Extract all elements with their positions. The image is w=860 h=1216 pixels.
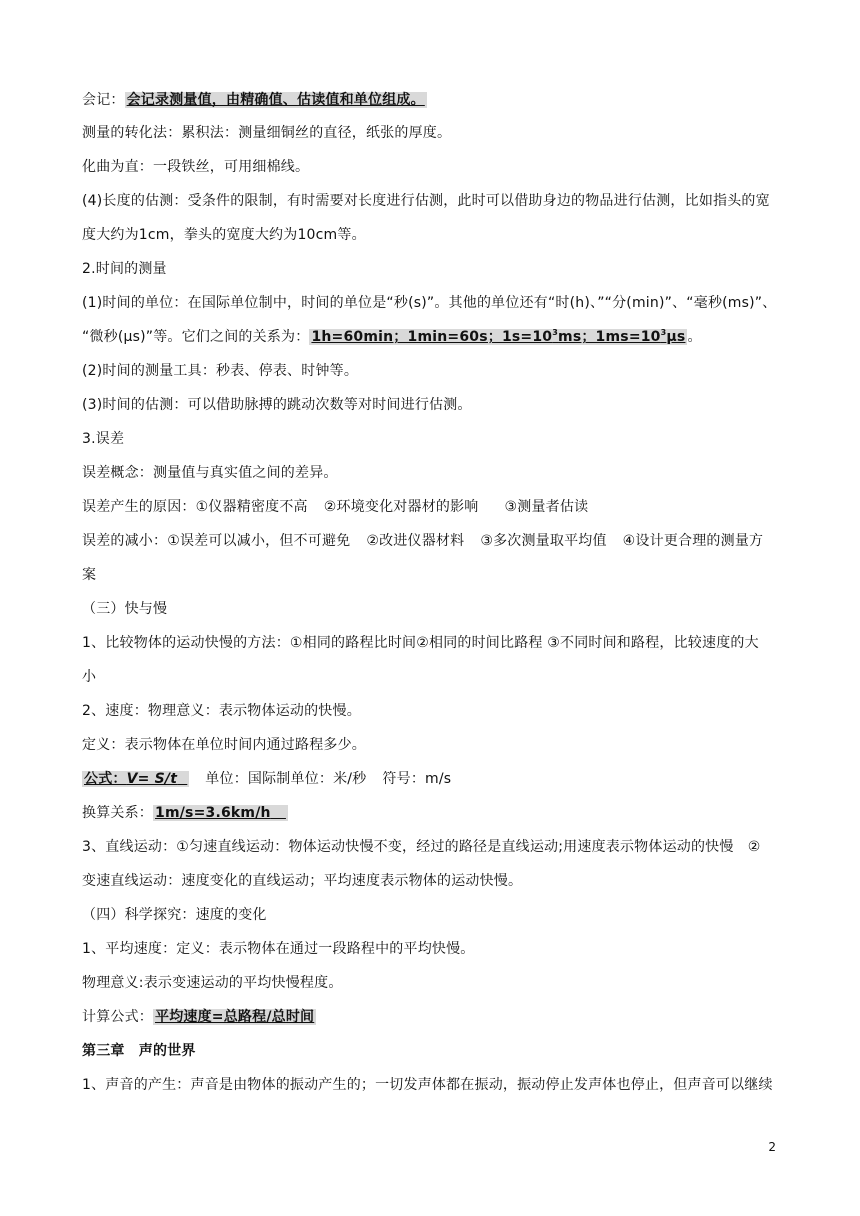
text-line: 2、速度：物理意义：表示物体运动的快慢。 (82, 703, 361, 719)
text-line: 1、比较物体的运动快慢的方法：①相同的路程比时间②相同的时间比路程 ③不同时间和路程，比较速度的大 (82, 635, 759, 651)
text-line: “微秒(μs)”等。它们之间的关系为： 1h=60min；1min=60s；$1s=10^3ms$；$1ms=10^3\mu s$ 。 (82, 328, 702, 345)
text-line: 误差的减小：①误差可以减小，但不可避免 ②改进仪器材料 ③多次测量取平均值 ④设计更合理的测量方 (82, 533, 764, 549)
text-line: (2)时间的测量工具：秒表、停表、时钟等。 (82, 363, 359, 379)
highlight: 会记录测量值，由精确值、估读值和单位组成。 (126, 92, 425, 108)
highlight-formula: 公式：V= S/t (82, 771, 189, 787)
text-line: (4)长度的估测：受条件的限制，有时需要对长度进行估测，此时可以借助身边的物品进行估测，比如指头的宽 (82, 193, 770, 209)
text-line: 测量的转化法：累积法：测量细铜丝的直径，纸张的厚度。 (82, 125, 452, 141)
text-line: 案 (82, 567, 97, 583)
text-line: 误差概念：测量值与真实值之间的差异。 (82, 465, 338, 481)
text-line: 会记： 会记录测量值，由精确值、估读值和单位组成。 (82, 92, 425, 108)
text-line: 化曲为直：一段铁丝，可用细棉线。 (82, 159, 310, 175)
section-heading: （四）科学探究：速度的变化 (82, 907, 267, 923)
text-line: 定义：表示物体在单位时间内通过路程多少。 (82, 737, 366, 753)
text-line: 换算关系： 1m/s=3.6km/h (82, 803, 800, 823)
chapter-heading: 第三章 声的世界 (82, 1043, 196, 1059)
text-line: 小 (82, 669, 97, 685)
text-line: 物理意义:表示变速运动的平均快慢程度。 (82, 975, 343, 991)
text-line: 公式：V= S/t 单位：国际制单位：米/秒 符号：m/s (84, 771, 452, 787)
section-heading: 3.误差 (82, 431, 125, 447)
text-line: 1、平均速度：定义：表示物体在通过一段路程中的平均快慢。 (82, 941, 475, 957)
text-line: 计算公式： 平均速度=总路程/总时间 (82, 1009, 315, 1025)
page-number: 2 (768, 1140, 776, 1154)
highlight-formula: 1m/s=3.6km/h (153, 805, 288, 821)
text-line: 度大约为1cm，拳头的宽度大约为10cm等。 (82, 227, 366, 243)
highlight-formula: 平均速度=总路程/总时间 (155, 1009, 315, 1025)
text-line: (1)时间的单位：在国际单位制中，时间的单位是“秒(s)”。其他的单位还有“时(h)、”“分(min)”、“毫秒(ms)”、 (82, 295, 777, 311)
text-line: 3、直线运动：①匀速直线运动：物体运动快慢不变，经过的路径是直线运动;用速度表示物体运动的快慢 ② (82, 839, 761, 855)
text-line: 变速直线运动：速度变化的直线运动；平均速度表示物体的运动快慢。 (82, 873, 523, 889)
highlight-formula: 1h=60min；1min=60s；$1s=10^3ms$；$1ms=10^3\mu s$ (311, 328, 686, 345)
section-heading: （三）快与慢 (82, 601, 168, 617)
section-heading: 2.时间的测量 (82, 261, 167, 277)
text-line: 1、声音的产生：声音是由物体的振动产生的；一切发声体都在振动，振动停止发声体也停止，但声音可以继续 (82, 1077, 773, 1093)
text-line: 误差产生的原因：①仪器精密度不高 ②环境变化对器材的影响 ③测量者估读 (82, 499, 589, 515)
text-line: (3)时间的估测：可以借助脉搏的跳动次数等对时间进行估测。 (82, 397, 472, 413)
